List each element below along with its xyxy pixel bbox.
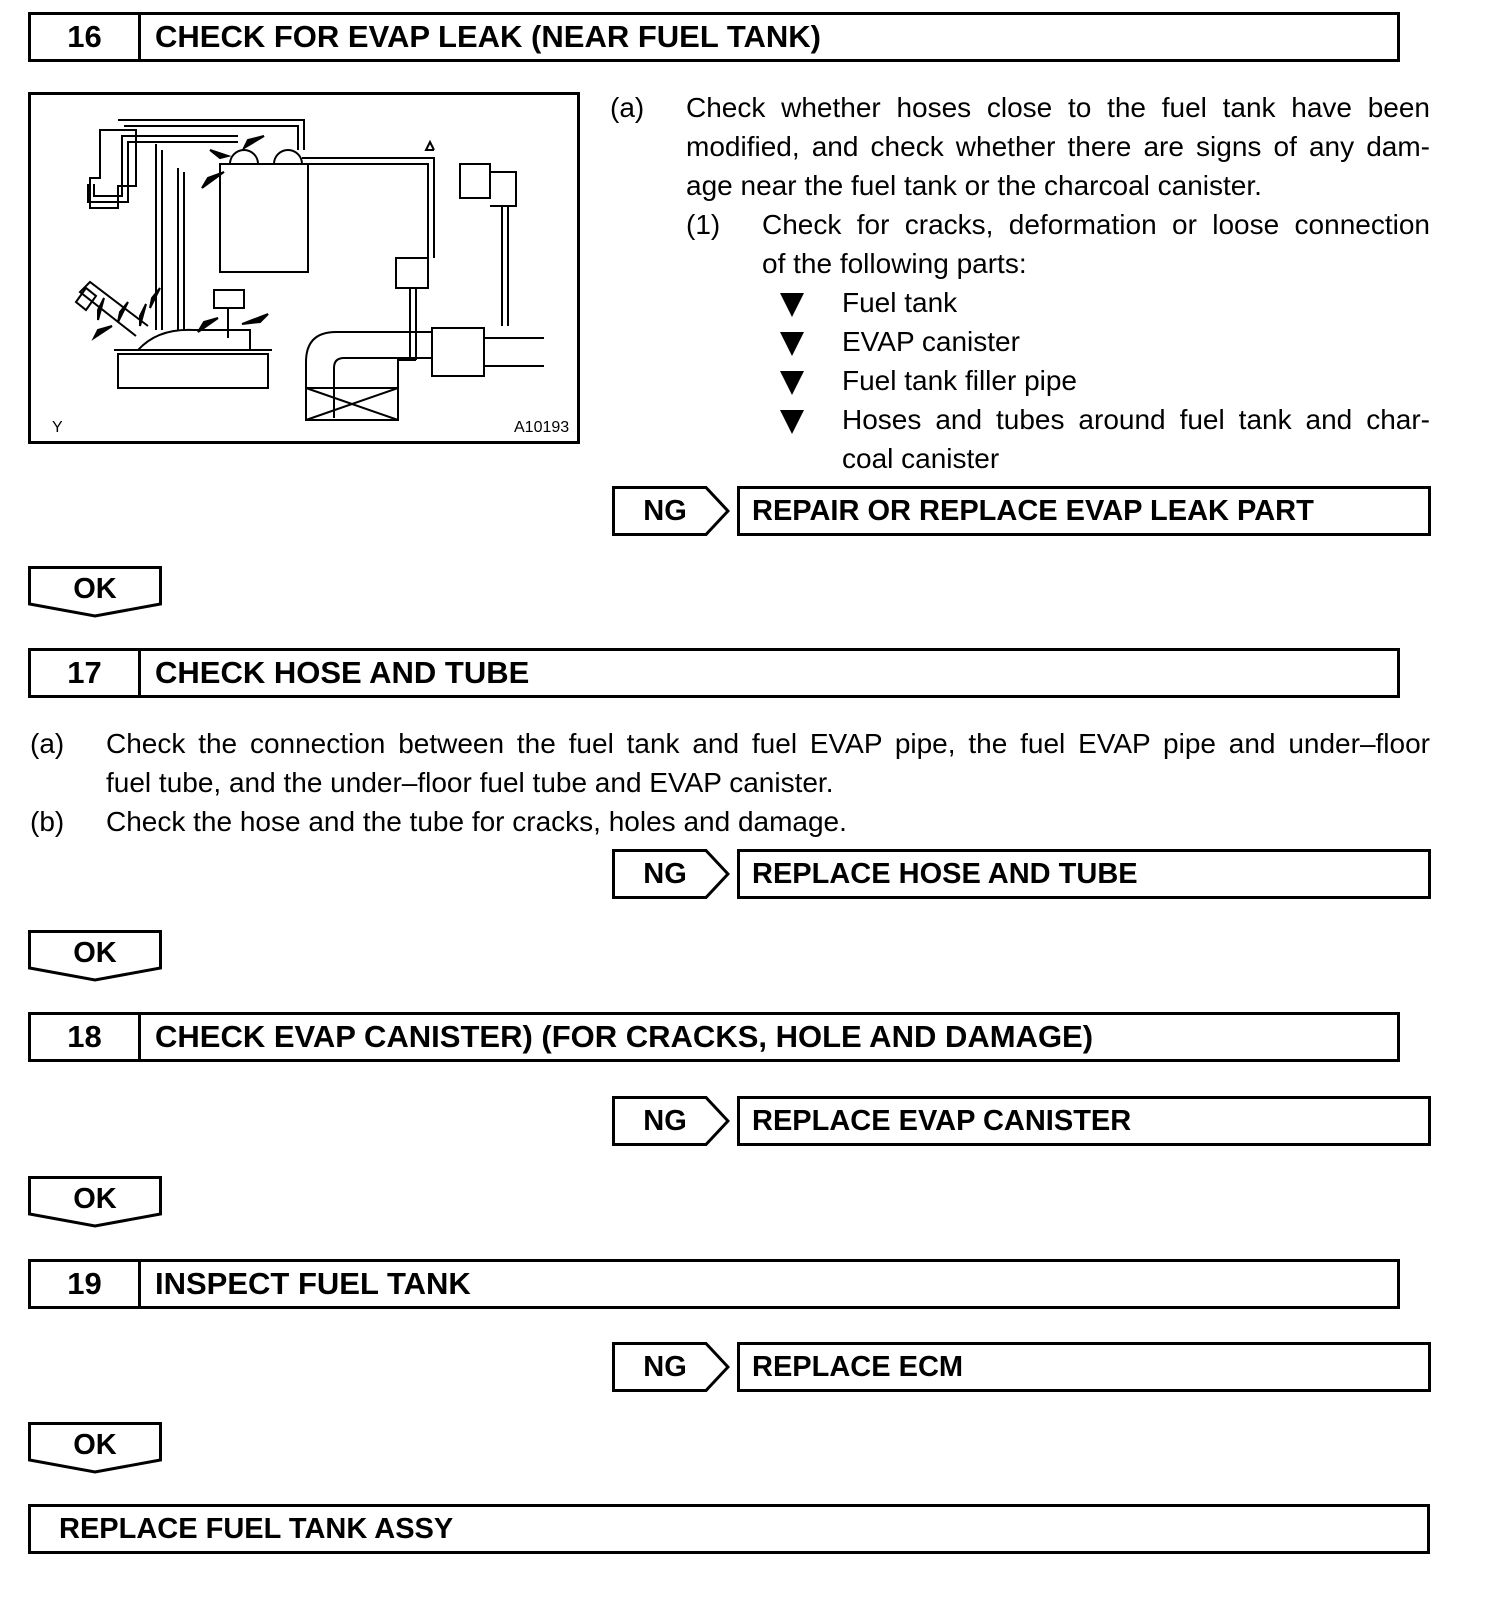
step-18-header xyxy=(28,1012,1400,1062)
ng-action-box xyxy=(737,1342,1431,1392)
item-a-line-1: Check whether hoses close to the fuel tank have been xyxy=(686,92,1430,123)
step-number: 17 xyxy=(31,651,141,695)
step-16-header xyxy=(28,12,1400,62)
ng-tag xyxy=(612,486,730,536)
ok-tag xyxy=(28,566,162,618)
ng-action-box xyxy=(737,486,1431,536)
part-item: Fuel tank filler pipe xyxy=(842,365,1078,396)
ok-label: OK xyxy=(73,573,117,605)
item-b-line: Check the hose and the tube for cracks, holes and damage. xyxy=(106,806,847,837)
step-title: CHECK EVAP CANISTER) (FOR CRACKS, HOLE AND DAMAGE) xyxy=(155,1019,1094,1054)
ng-tag xyxy=(612,1096,730,1146)
final-action-box xyxy=(28,1504,1430,1554)
part-item: Hoses and tubes around fuel tank and char- xyxy=(842,404,1430,435)
ng-action-text: REPLACE HOSE AND TUBE xyxy=(752,858,1138,890)
step-19-header xyxy=(28,1259,1400,1309)
ok-tag xyxy=(28,1176,162,1228)
ng-label: NG xyxy=(643,858,687,890)
triangle-bullet-icon xyxy=(778,368,806,396)
step-17-header xyxy=(28,648,1400,698)
item-a-marker: (a) xyxy=(30,728,65,759)
triangle-bullet-icon xyxy=(778,407,806,435)
item-a-line-3: age near the fuel tank or the charcoal canister. xyxy=(686,170,1262,201)
step-number: 16 xyxy=(31,15,141,59)
sub-item-1-line-2: of the following parts: xyxy=(762,248,1027,279)
ng-label: NG xyxy=(643,1105,687,1137)
step-number: 18 xyxy=(31,1015,141,1059)
step-number: 19 xyxy=(31,1262,141,1306)
part-item: Fuel tank xyxy=(842,287,958,318)
step-title: CHECK HOSE AND TUBE xyxy=(155,655,530,690)
sub-item-1-line-1: Check for cracks, deformation or loose connection xyxy=(762,209,1430,240)
item-b-marker: (b) xyxy=(30,806,65,837)
ng-action-box xyxy=(737,1096,1431,1146)
ng-action-text: REPLACE EVAP CANISTER xyxy=(752,1105,1132,1137)
step-title: CHECK FOR EVAP LEAK (NEAR FUEL TANK) xyxy=(155,19,821,54)
ng-tag xyxy=(612,849,730,899)
figure-code: A10193 xyxy=(514,419,570,436)
part-item: EVAP canister xyxy=(842,326,1020,357)
ok-label: OK xyxy=(73,1429,117,1461)
part-item-continued: coal canister xyxy=(842,443,1000,474)
ng-tag xyxy=(612,1342,730,1392)
evap-system-diagram xyxy=(28,92,580,444)
ng-action-box xyxy=(737,849,1431,899)
triangle-bullet-icon xyxy=(778,329,806,357)
figure-corner-label: Y xyxy=(52,419,63,436)
item-a-line-2: modified, and check whether there are signs of any dam- xyxy=(686,131,1430,162)
ok-tag xyxy=(28,930,162,982)
ok-tag xyxy=(28,1422,162,1474)
evap-system-figure xyxy=(28,92,580,444)
ok-label: OK xyxy=(73,937,117,969)
ng-action-text: REPLACE ECM xyxy=(752,1351,964,1383)
item-a-marker: (a) xyxy=(610,92,645,123)
ng-label: NG xyxy=(643,495,687,527)
final-action-text: REPLACE FUEL TANK ASSY xyxy=(59,1513,454,1545)
ok-label: OK xyxy=(73,1183,117,1215)
item-a-line-2: fuel tube, and the under–floor fuel tube and EVAP canister. xyxy=(106,767,834,798)
step-title: INSPECT FUEL TANK xyxy=(155,1266,471,1301)
ng-label: NG xyxy=(643,1351,687,1383)
item-a-line-1: Check the connection between the fuel tank and fuel EVAP pipe, the fuel EVAP pipe and under–floor xyxy=(106,728,1430,759)
triangle-bullet-icon xyxy=(778,290,806,318)
ng-action-text: REPAIR OR REPLACE EVAP LEAK PART xyxy=(752,495,1314,527)
sub-item-1-marker: (1) xyxy=(686,209,721,240)
